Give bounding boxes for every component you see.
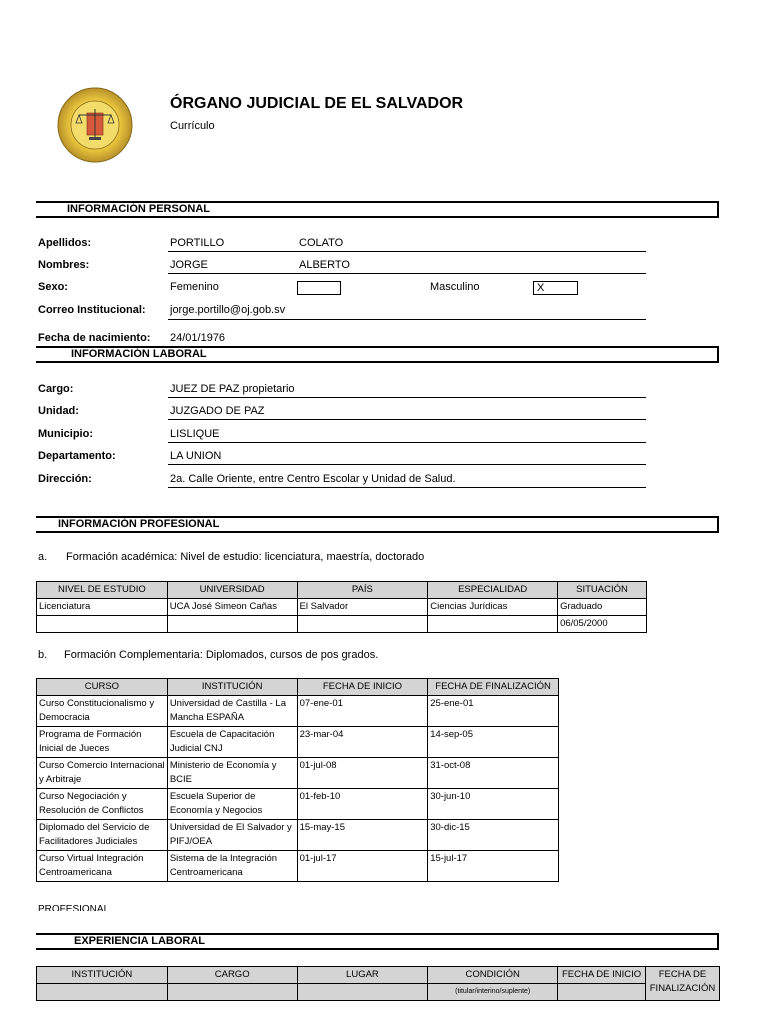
col-header: LUGAR (297, 967, 428, 984)
cell: Curso Constitucionalismo y Democracia (37, 696, 168, 727)
table-row (37, 851, 559, 882)
underline (168, 251, 646, 252)
section-title-laboral: INFORMACIÓN LABORAL (71, 348, 207, 360)
table-row (37, 599, 647, 616)
cell: 06/05/2000 (558, 616, 647, 633)
cell: Universidad de Castilla - La Mancha ESPAÑA (167, 696, 297, 727)
section-profesional (36, 516, 719, 533)
cell: El Salvador (297, 599, 428, 616)
col-header: CONDICIÓN (428, 967, 558, 984)
section-personal (36, 201, 719, 218)
label-unidad: Unidad: (38, 405, 79, 417)
page-title: ÓRGANO JUDICIAL DE EL SALVADOR (170, 95, 464, 112)
value-departamento: LA UNION (170, 450, 222, 462)
cell: Programa de Formación Inicial de Jueces (37, 727, 168, 758)
cell (37, 616, 168, 633)
cell: 01-jul-17 (297, 851, 428, 882)
underline (168, 397, 646, 398)
value-nacimiento: 24/01/1976 (170, 332, 226, 344)
col-header: CURSO (37, 679, 168, 696)
col-header: UNIVERSIDAD (167, 582, 297, 599)
value-nombre2: ALBERTO (299, 259, 350, 271)
underline (168, 464, 646, 465)
judicial-seal-logo (57, 87, 133, 163)
label-nombres: Nombres: (38, 259, 90, 271)
table-row (37, 820, 559, 851)
table-row (37, 727, 559, 758)
section-experiencia (36, 933, 719, 950)
underline (168, 419, 646, 420)
cell: 31-oct-08 (428, 758, 559, 789)
col-header: FECHA DE INICIO (558, 967, 646, 984)
academica-table (36, 581, 647, 633)
table-row (37, 758, 559, 789)
cell: Universidad de El Salvador y PIFJ/OEA (167, 820, 297, 851)
table-row (37, 984, 720, 1001)
col-header: INSTITUCIÓN (167, 679, 297, 696)
underline (168, 319, 646, 320)
underline (168, 442, 646, 443)
cell (167, 984, 297, 1001)
cell: Ministerio de Economía y BCIE (167, 758, 297, 789)
col-header: PAÍS (297, 582, 428, 599)
cell (428, 616, 558, 633)
cell: Sistema de la Integración Centroamericana (167, 851, 297, 882)
label-nacimiento: Fecha de nacimiento: (38, 332, 151, 344)
cell (297, 984, 428, 1001)
cell: 25-ene-01 (428, 696, 559, 727)
section-laboral (36, 346, 719, 363)
cell: Curso Virtual Integración Centroamericana (37, 851, 168, 882)
section-title-experiencia: EXPERIENCIA LABORAL (74, 935, 205, 947)
col-header: FECHA DE FINALIZACIÓN (645, 967, 719, 1001)
experiencia-table (36, 966, 720, 1001)
col-header: FECHA DE INICIO (297, 679, 428, 696)
label-sexo: Sexo: (38, 281, 68, 293)
label-masculino: Masculino (430, 281, 480, 293)
col-header: INSTITUCIÓN (37, 967, 168, 984)
cell (297, 616, 428, 633)
section-title-personal: INFORMACIÓN PERSONAL (67, 203, 210, 215)
label-direccion: Dirección: (38, 473, 92, 485)
cell: Diplomado del Servicio de Facilitadores Judiciales (37, 820, 168, 851)
cell: Escuela Superior de Economía y Negocios (167, 789, 297, 820)
cell: 15-may-15 (297, 820, 428, 851)
cell: 30-jun-10 (428, 789, 559, 820)
label-municipio: Municipio: (38, 428, 93, 440)
cell: Curso Negociación y Resolución de Conflictos (37, 789, 168, 820)
cut-off-text: PROFESIONAL (38, 905, 110, 911)
cell: 01-jul-08 (297, 758, 428, 789)
page-subtitle: Currículo (170, 120, 215, 132)
value-apellido1: PORTILLO (170, 237, 225, 249)
underline (168, 487, 646, 488)
cell: 07-ene-01 (297, 696, 428, 727)
section-title-profesional: INFORMACIÓN PROFESIONAL (58, 518, 220, 530)
value-direccion: 2a. Calle Oriente, entre Centro Escolar y Unidad de Salud. (170, 473, 456, 485)
list-marker-a: a. (38, 551, 48, 563)
label-correo: Correo Institucional: (38, 304, 146, 316)
cell (558, 984, 646, 1001)
cell: Licenciatura (37, 599, 168, 616)
cell: 01-feb-10 (297, 789, 428, 820)
col-header: SITUACIÓN (558, 582, 647, 599)
formacion-complementaria-text: Formación Complementaria: Diplomados, cursos de pos grados. (64, 649, 379, 661)
table-row (37, 696, 559, 727)
value-municipio: LISLIQUE (170, 428, 220, 440)
formacion-academica-text: Formación académica: Nivel de estudio: licenciatura, maestría, doctorado (66, 551, 425, 563)
value-correo: jorge.portillo@oj.gob.sv (170, 304, 286, 316)
label-femenino: Femenino (170, 281, 219, 293)
col-header: CARGO (167, 967, 297, 984)
cell: 14-sep-05 (428, 727, 559, 758)
value-cargo: JUEZ DE PAZ propietario (170, 383, 295, 395)
cell: 15-jul-17 (428, 851, 559, 882)
label-apellidos: Apellidos: (38, 237, 92, 249)
cell: 30-dic-15 (428, 820, 559, 851)
cell: Ciencias Jurídicas (428, 599, 558, 616)
label-departamento: Departamento: (38, 450, 116, 462)
complementaria-table (36, 678, 559, 882)
cell: Escuela de Capacitación Judicial CNJ (167, 727, 297, 758)
table-row (37, 789, 559, 820)
col-header: FECHA DE FINALIZACIÓN (428, 679, 559, 696)
value-apellido2: COLATO (299, 237, 344, 249)
col-header: NIVEL DE ESTUDIO (37, 582, 168, 599)
underline (168, 273, 646, 274)
cell (167, 616, 297, 633)
cell: UCA José Simeon Cañas (167, 599, 297, 616)
table-row (37, 616, 647, 633)
cell: 23-mar-04 (297, 727, 428, 758)
value-unidad: JUZGADO DE PAZ (170, 405, 265, 417)
condicion-hint: (titular/interino/suplente) (428, 984, 558, 1001)
femenino-checkbox[interactable] (297, 281, 341, 295)
value-nombre1: JORGE (170, 259, 208, 271)
cell: Curso Comercio Internacional y Arbitraje (37, 758, 168, 789)
cell (37, 984, 168, 1001)
masculino-checkbox[interactable]: X (533, 281, 578, 295)
col-header: ESPECIALIDAD (428, 582, 558, 599)
label-cargo: Cargo: (38, 383, 74, 395)
list-marker-b: b. (38, 649, 48, 661)
cell: Graduado (558, 599, 647, 616)
